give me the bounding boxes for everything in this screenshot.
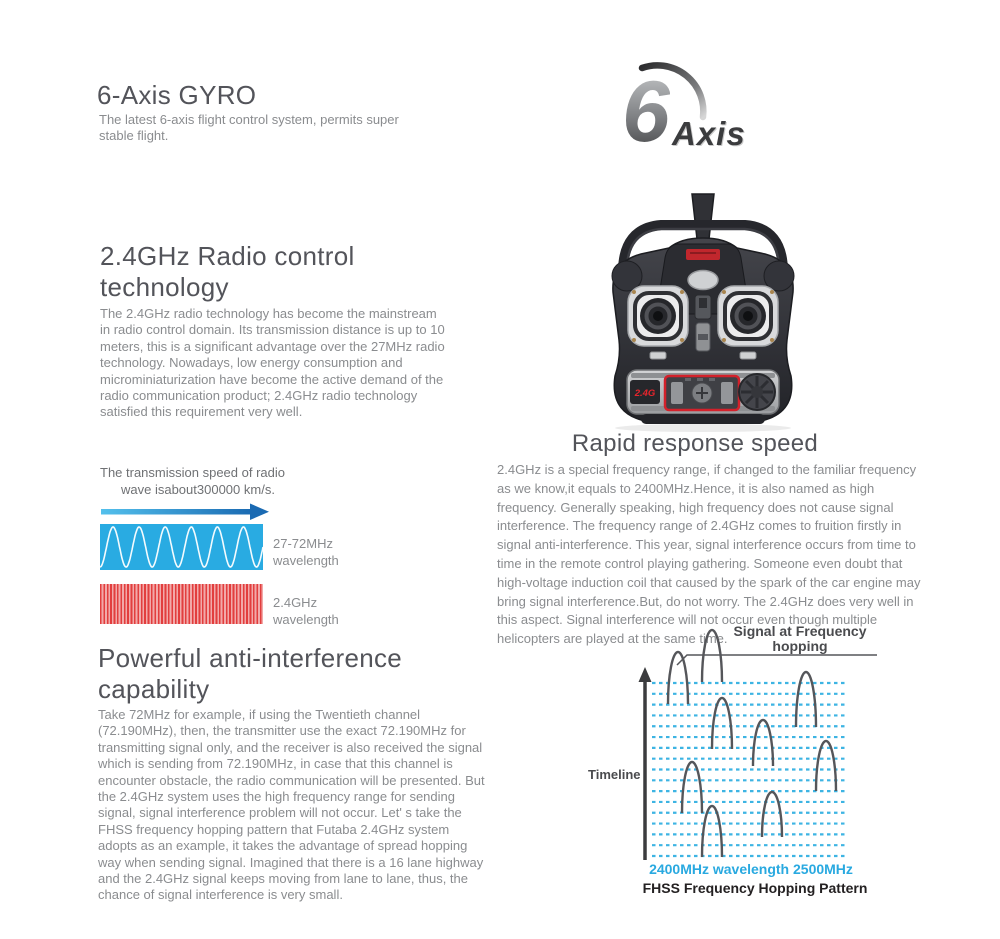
gyro-title: 6-Axis GYRO: [97, 80, 257, 110]
brand-logo-mark: [690, 252, 716, 254]
speed-arrow-icon: [100, 503, 270, 520]
speed-caption-line2: wave isabout300000 km/s.: [121, 482, 275, 497]
timeline-label: Timeline: [588, 767, 641, 782]
logo-number-six: 6: [622, 64, 670, 160]
low-freq-label-line1: 27-72MHz: [273, 536, 333, 551]
right-stick-cap: [743, 311, 753, 321]
right-shoulder: [764, 261, 794, 291]
left-trim: [650, 352, 666, 359]
badge-24g: 2.4G: [634, 388, 656, 399]
left-shoulder: [612, 261, 642, 291]
center-slider-notch: [698, 334, 708, 340]
fhss-diagram-svg: [580, 622, 905, 912]
low-freq-wave: [100, 524, 263, 570]
transmitter-image: [597, 192, 809, 436]
low-freq-label-line2: wavelength: [273, 553, 339, 568]
radio-title: 2.4GHz Radio control technology: [100, 241, 355, 302]
logo-word-axis: Axis: [672, 115, 746, 152]
annotation-connector: [677, 655, 877, 665]
frequency-range-caption: 2400MHz wavelength 2500MHz: [649, 861, 853, 877]
left-stick-cap: [653, 311, 663, 321]
anti-body: Take 72MHz for example, if using the Twentieth channel (72.190MHz), then, the transmitter use the exact 72.190MHz for transmitting signal only, and the receiver is also received the signal which is sending from 72.190MHz, in case that this channel is encounter obstacle, the radio communication will be presented. But the 2.4GHz system uses the high frequency range for sending signal, signal interference problem will not occur. Let' s take the FHSS frequency hopping pattern that Futaba 2.4GHz system adopts as an example, it takes the advantage of spread hopping way when sending signal. Imagined that there is a 16 lane highway and the 2.4GHz signal keeps moving from lane to lane, thus, the chance of signal interference is very small.: [98, 707, 485, 903]
high-freq-label-line2: wavelength: [273, 612, 339, 627]
radio-body: The 2.4GHz radio technology has become the mainstream in radio control domain. Its transmission distance is up to 10 meters, this is a significant advantage over the 27MHz radio technology. Nowadays, low energy consumption and microminiaturization have become the active demand of the radio communication product; 2.4GHz radio technology satisfied this requirement very well.: [100, 306, 445, 420]
speed-caption-line1: The transmission speed of radio: [100, 465, 285, 480]
high-freq-wave: [100, 584, 263, 624]
bottom-lip: [641, 414, 765, 424]
fhss-caption: FHSS Frequency Hopping Pattern: [642, 880, 868, 896]
right-trim: [740, 352, 756, 359]
six-axis-logo: [610, 60, 790, 165]
low-freq-sine-icon: [100, 524, 263, 570]
brand-logo-patch: [686, 249, 720, 260]
rapid-body: 2.4GHz is a special frequency range, if changed to the familiar frequency as we know,it equals to 2400MHz.Hence, it is also named as high frequency. Generally speaking, high frequency does not cause signal interference. The frequency range of 2.4GHz comes to fruition firstly in signal anti-interference. This year, signal interference occurs from time to time in the remote control playing gathering. Someone even doubt that high-voltage induction coil that caused by the spark of the car engine may bring signal interference.But, do not worry. The 2.4GHz does very well in this aspect. Signal interference will not occur even though multiple helicopters are played at the same time.: [497, 462, 921, 647]
center-switch-slot: [699, 298, 707, 308]
high-freq-label-line1: 2.4GHz: [273, 595, 318, 610]
annotation-line1: Signal at Frequency: [733, 623, 867, 639]
annotation-line2: hopping: [772, 638, 828, 654]
timeline-arrowhead-icon: [639, 667, 652, 682]
rapid-title: Rapid response speed: [571, 430, 819, 457]
power-button: [688, 271, 718, 290]
frequency-grid-lines: [652, 683, 848, 856]
anti-title: Powerful anti-interference capability: [98, 643, 403, 704]
gyro-body: The latest 6-axis flight control system, permits super stable flight.: [99, 112, 399, 144]
